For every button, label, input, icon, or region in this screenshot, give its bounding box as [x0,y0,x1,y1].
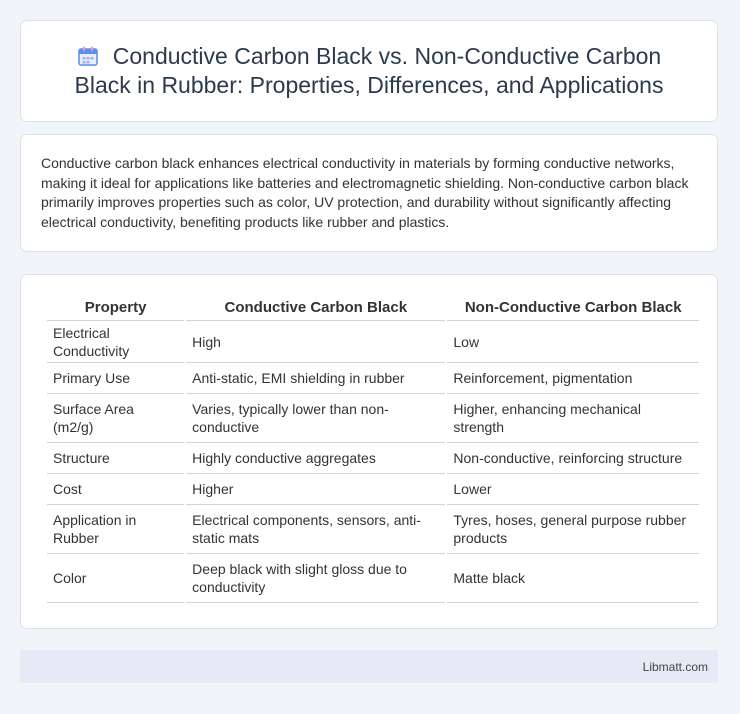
cell-property: Cost [47,474,184,505]
cell-property: Structure [47,443,184,474]
comparison-table [45,295,701,603]
cell-non-conductive: Higher, enhancing mechanical strength [447,394,699,443]
cell-property: Electrical Conductivity [47,321,184,363]
page-title [21,42,717,100]
table-row [47,363,699,394]
cell-non-conductive: Matte black [447,554,699,603]
table-header-row [47,295,699,321]
header-non-conductive: Non-Conductive Carbon Black [447,295,699,321]
cell-conductive: Highly conductive aggregates [186,443,445,474]
intro-card [20,134,718,252]
cell-non-conductive: Low [447,321,699,363]
table-row [47,505,699,554]
cell-conductive: Electrical components, sensors, anti-static mats [186,505,445,554]
cell-conductive: High [186,321,445,363]
cell-non-conductive: Non-conductive, reinforcing structure [447,443,699,474]
table-row [47,474,699,505]
cell-property: Application in Rubber [47,505,184,554]
cell-non-conductive: Tyres, hoses, general purpose rubber products [447,505,699,554]
header-conductive: Conductive Carbon Black [186,295,445,321]
cell-property: Color [47,554,184,603]
table-row [47,321,699,363]
cell-conductive: Anti-static, EMI shielding in rubber [186,363,445,394]
cell-conductive: Varies, typically lower than non-conductive [186,394,445,443]
comparison-card [20,274,718,629]
cell-conductive: Deep black with slight gloss due to conductivity [186,554,445,603]
table-row [47,394,699,443]
calendar-icon [77,45,99,67]
footer [20,650,718,683]
cell-property: Surface Area (m2/g) [47,394,184,443]
table-row [47,554,699,603]
title-card [20,20,718,122]
footer-site-link[interactable]: Libmatt.com [642,659,708,674]
cell-conductive: Higher [186,474,445,505]
intro-paragraph: Conductive carbon black enhances electrical conductivity in materials by forming conductive networks, making it ideal for applications like batteries and electromagnetic shielding. Non-conductive carbon black primarily improves properties such as color, UV protection, and durability without significantly affecting electrical conductivity, benefiting products like rubber and plastics. [41,155,689,230]
cell-property: Primary Use [47,363,184,394]
table-row [47,443,699,474]
cell-non-conductive: Reinforcement, pigmentation [447,363,699,394]
cell-non-conductive: Lower [447,474,699,505]
page-title-text: Conductive Carbon Black vs. Non-Conductive Carbon Black in Rubber: Properties, Differences, and Applications [74,43,664,98]
header-property: Property [47,295,184,321]
